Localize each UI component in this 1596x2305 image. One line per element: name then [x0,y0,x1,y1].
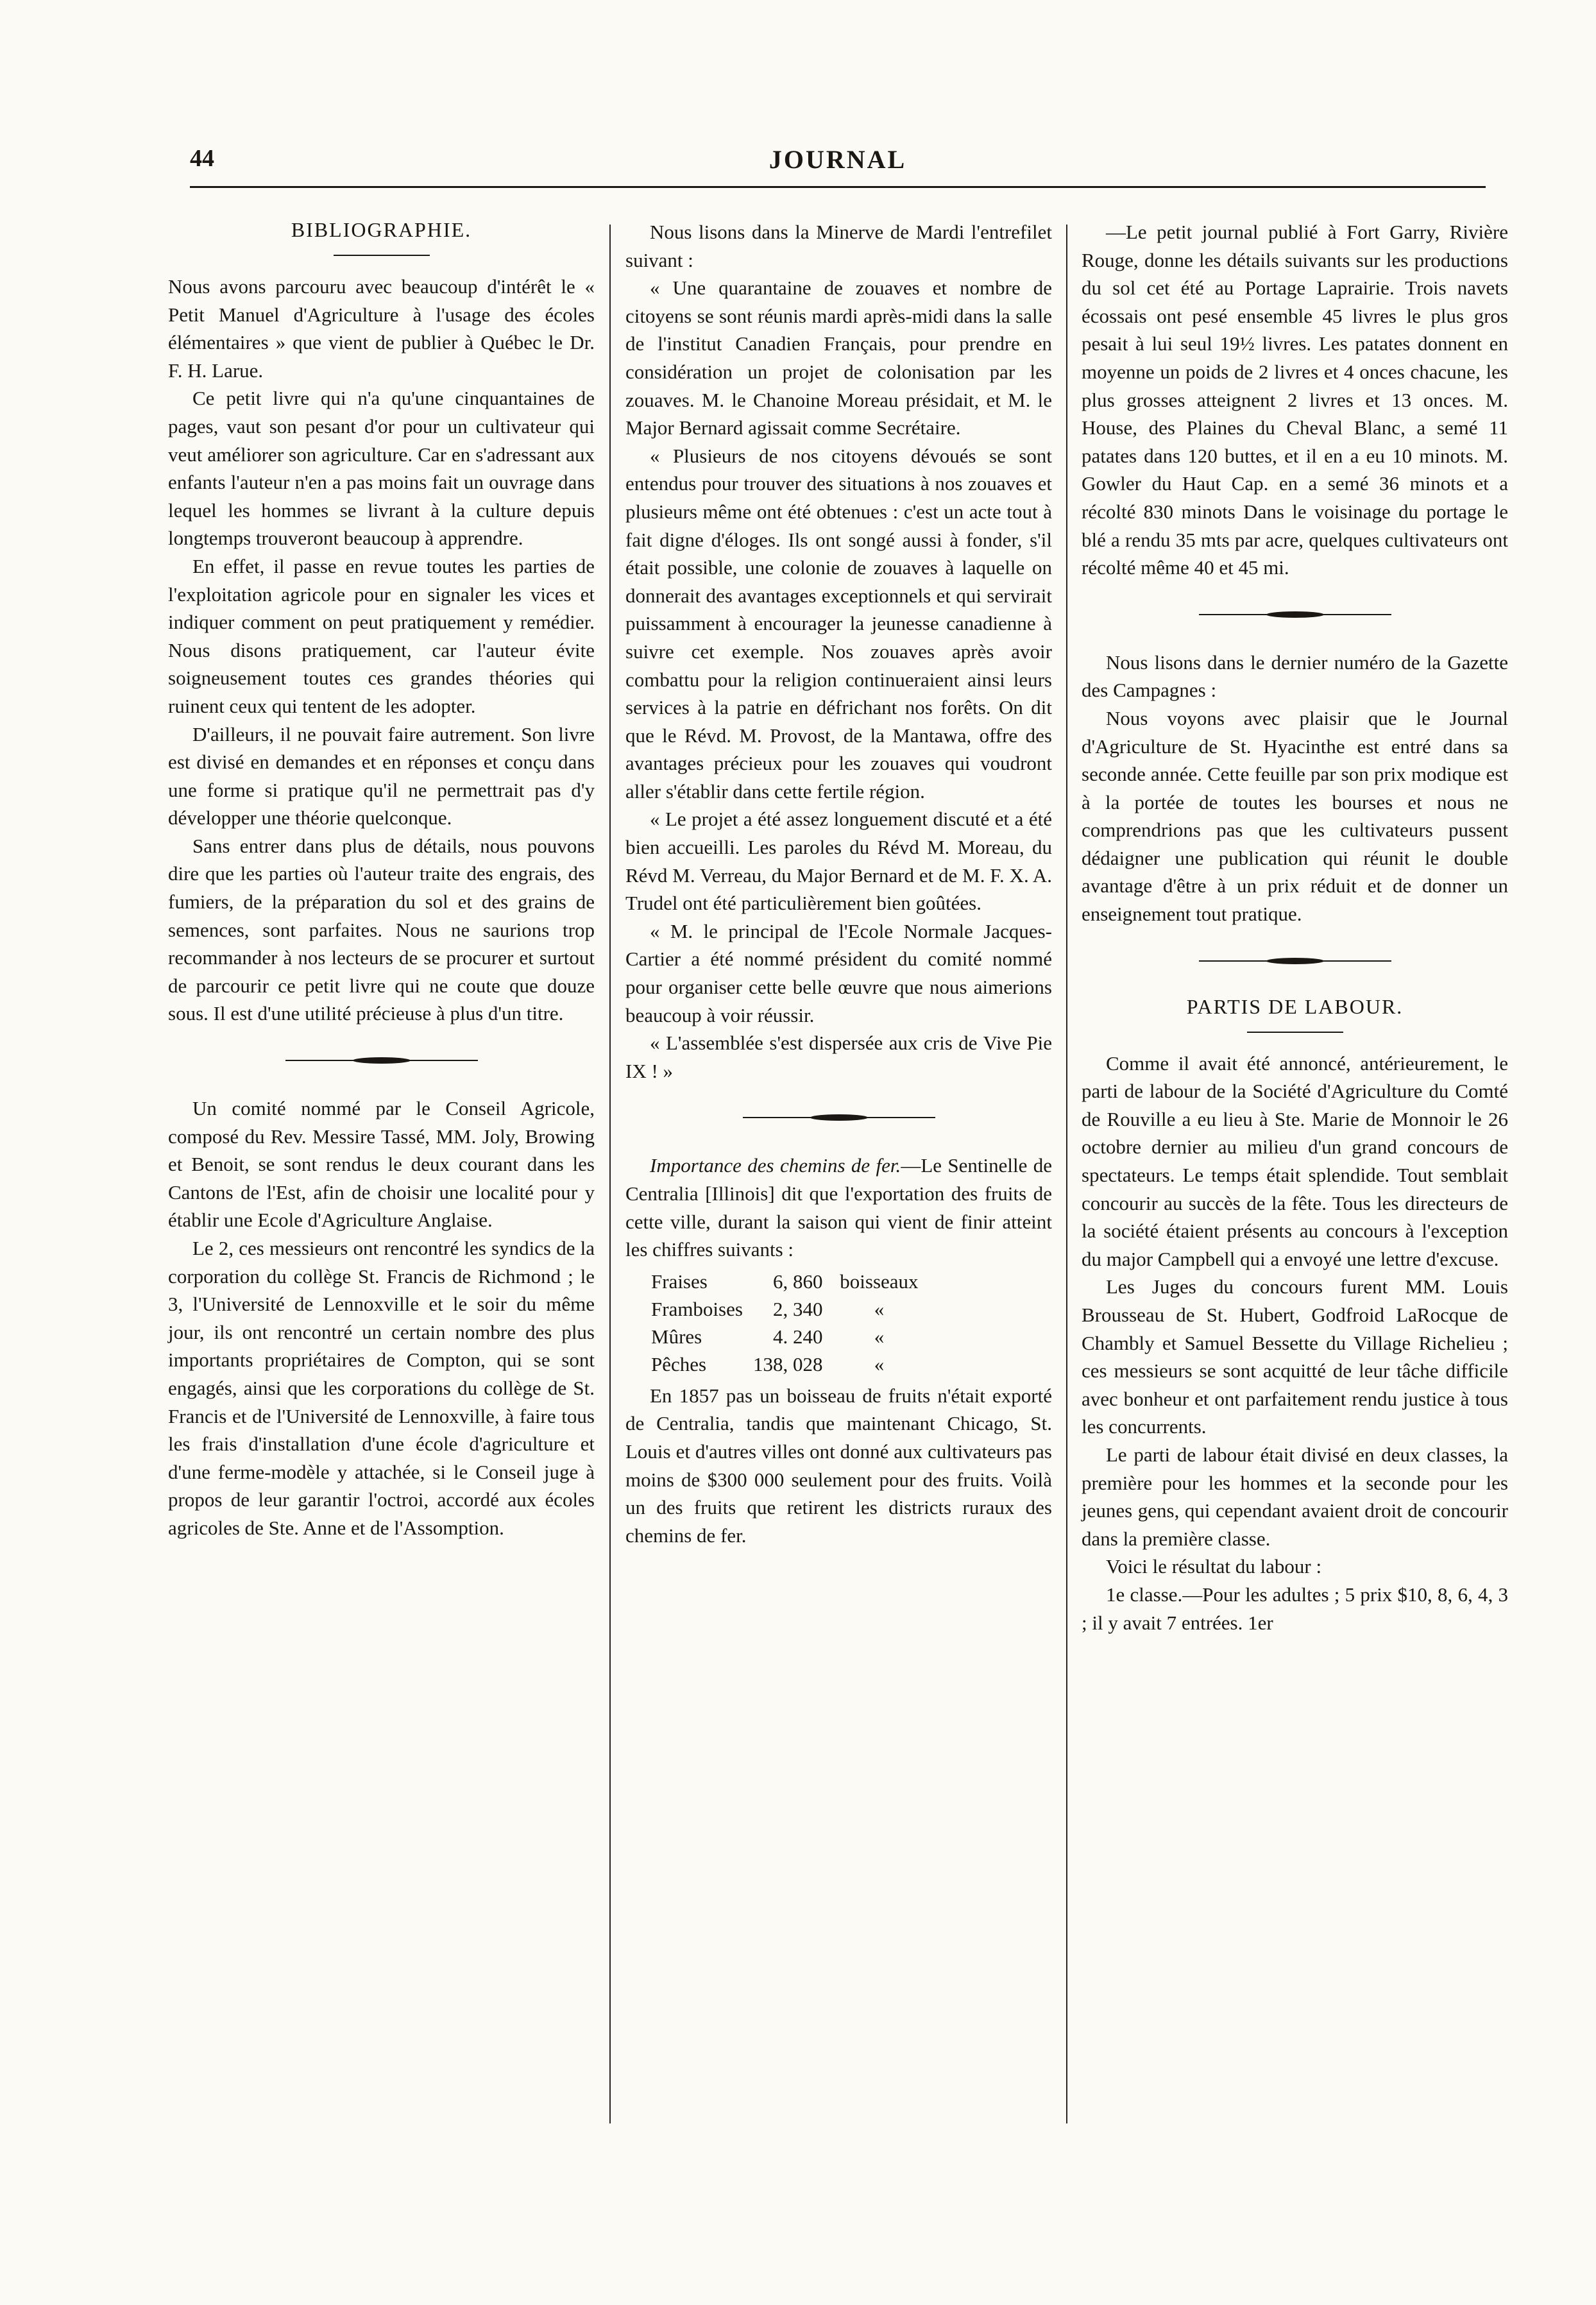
paragraph: Nous voyons avec plaisir que le Journal d'Agriculture de St. Hyacinthe est entré dans sa seconde année. Cette feuille par son prix modique est à la portée de toutes les bourses et nous ne comprendrions pas que les cultivateurs pussent dédaigner une publication qui réunit le double avantage d'être à un prix réduit et de donner un enseignement tout pratique. [1082,706,1508,926]
paragraph: Un comité nommé par le Conseil Agricole, composé du Rev. Messire Tassé, MM. Joly, Browing et Benoit, se sont rendus le deux courant dans les Cantons de l'Est, afin de choisir une localité pour y établir une Ecole d'Agriculture Anglaise. [168,1097,595,1232]
paragraph: Le parti de labour était divisé en deux classes, la première pour les hommes et la seconde pour les jeunes gens, qui cependant avaient droit de concourir dans la première classe. [1082,1443,1508,1550]
fruit-table [651,1268,934,1378]
paragraph: Le 2, ces messieurs ont rencontré les syndics de la corporation du collège St. Francis de Richmond ; le 3, l'Université de Lennoxville et le soir du même jour, ils ont rencontré un certain nombre des plus importants propriétaires de Compton, qui se sont engagés, ainsi que les corporations du collège de St. Francis et de l'Université de Lennoxville, à faire tous les frais d'installation d'une école d'agriculture et d'une ferme-modèle y attachée, si le Conseil juge à propos de leur garantir l'octroi, accordé aux écoles agricoles de Ste. Anne et de l'Assomption. [168,1237,595,1539]
paragraph: Voici le résultat du labour : [1106,1555,1322,1578]
page-number: 44 [190,145,214,172]
paragraph: Nous lisons dans la Minerve de Mardi l'entrefilet suivant : [625,221,1052,271]
column-3 [1082,218,1508,1637]
section-separator [1199,614,1391,615]
table-row [651,1295,934,1323]
fruit-unit: « [874,1297,885,1320]
paragraph: Nous lisons dans le dernier numéro de la Gazette des Campagnes : [1082,651,1508,702]
column-divider [1066,225,1067,2123]
heading-rule [334,255,430,256]
quote-paragraph: « M. le principal de l'Ecole Normale Jacques-Cartier a été nommé président du comité nommé pour organiser cette belle œuvre que nous aimerions beaucoup à voir réussir. [625,919,1052,1026]
paragraph: —Le petit journal publié à Fort Garry, Rivière Rouge, donne les détails suivants sur les productions du sol cet été au Portage Laprairie. Trois navets écossais ont pesé ensemble 45 livres le plus gros pesait à lui seul 19½ livres. Les patates donnent en moyenne un poids de 2 livres et 4 onces chacune, les plus grosses atteignent 2 livres et 13 onces. M. House, des Plaines du Cheval Blanc, a semé 11 patates dans 120 buttes, et il en a eu 10 minots. M. Gowler du Haut Cap. en a semé 36 minots et a récolté 830 minots Dans le voisinage du portage le blé a rendu 35 mts par acre, quelques cultivateurs ont récolté même 40 et 45 mi. [1082,221,1508,579]
fruit-qty: 6, 860 [772,1270,823,1293]
article-lead: Importance des chemins de fer. [650,1154,901,1177]
fruit-qty: 4. 240 [772,1325,823,1348]
paragraph: D'ailleurs, il ne pouvait faire autrement. Son livre est divisé en demandes et en réponses et conçu dans une forme si pratique qu'il ne permettrait pas d'y développer une théorie quelconque. [168,722,595,829]
page-header [190,144,1486,193]
paragraph [625,1152,1052,1263]
paragraph: Nous avons parcouru avec beaucoup d'intérêt le « Petit Manuel d'Agriculture à l'usage des écoles élémentaires » que vient de publier à Québec le Dr. F. H. Larue. [168,275,595,382]
paragraph: En effet, il passe en revue toutes les parties de l'exploitation agricole pour en signaler les vices et indiquer comment on peut pratiquement y remédier. Nous disons pratiquement, car l'auteur évite soigneusement toutes ces grandes théories qui ruinent ceux qui tentent de les adopter. [168,554,595,717]
fruit-qty: 138, 028 [752,1352,823,1375]
quote-paragraph: « Une quarantaine de zouaves et nombre de citoyens se sont réunis mardi après-midi dans la salle de l'institut Canadien Français, pour prendre en considération un projet de colonisation par les zouaves. M. le Chanoine Moreau présidait, et M. le Major Bernard agissait comme Secrétaire. [625,276,1052,439]
table-row [651,1350,934,1378]
running-title: JOURNAL [768,145,907,174]
fruit-name: Fraises [651,1270,708,1293]
fruit-unit: boisseaux [840,1270,919,1293]
paragraph: En 1857 pas un boisseau de fruits n'était exporté de Centralia, tandis que maintenant Chicago, St. Louis et d'autres villes ont donné aux cultivateurs pas moins de $300 000 seulement pour des fruits. Voilà un des fruits que retirent les districts ruraux des chemins de fer. [625,1384,1052,1547]
quote-paragraph: « L'assemblée s'est dispersée aux cris de Vive Pie IX ! » [625,1032,1052,1082]
fruit-name: Mûres [651,1325,702,1348]
column-1 [168,218,595,1542]
header-rule [190,186,1486,188]
partis-de-labour-heading: PARTIS DE LABOUR. [1186,994,1404,1018]
column-divider [609,225,611,2123]
fruit-unit: « [874,1352,885,1375]
paragraph: Comme il avait été annoncé, antérieurement, le parti de labour de la Société d'Agriculture du Comté de Rouville a eu lieu à Ste. Marie de Monnoir le 26 octobre dernier au milieu d'un grand concours de spectateurs. Le temps était splendide. Tout semblait concourir au succès de la fête. Tous les directeurs de la société étaient présents au concours à l'exception du major Campbell qui a envoyé une lettre d'excuse. [1082,1051,1508,1270]
heading-rule [1247,1032,1343,1033]
article-text: —Le Sentinelle de Centralia [Illinois] dit que l'exportation des fruits de cette ville, durant la saison qui vient de finir atteint les chiffres suivants : [625,1154,1052,1261]
fruit-name: Framboises [651,1297,743,1320]
paragraph: 1e classe.—Pour les adultes ; 5 prix $10, 8, 6, 4, 3 ; il y avait 7 entrées. 1er [1082,1583,1508,1634]
column-2 [625,218,1052,1549]
section-separator [743,1117,935,1118]
table-row [651,1323,934,1350]
section-separator [285,1060,478,1061]
fruit-unit: « [874,1325,885,1348]
table-row [651,1268,934,1295]
quote-paragraph: « Le projet a été assez longuement discuté et a été bien accueilli. Les paroles du Révd M. Moreau, du Révd M. Verreau, du Major Bernard et de M. F. X. A. Trudel ont été particulièrement bien goûtées. [625,808,1052,915]
fruit-name: Pêches [651,1352,707,1375]
fruit-qty: 2, 340 [772,1297,823,1320]
paragraph: Sans entrer dans plus de détails, nous pouvons dire que les parties où l'auteur traite des engrais, des fumiers, de la préparation du sol et des grains de semences, sont parfaites. Nous ne saurions trop recommander à nos lecteurs de se procurer et surtout de parcourir ce petit livre qui ne coute que douze sous. Il est d'une utilité précieuse à plus d'un titre. [168,834,595,1025]
quote-paragraph: « Plusieurs de nos citoyens dévoués se sont entendus pour trouver des situations à nos zouaves et plusieurs même ont été obtenues : c'est un acte tout à fait digne d'éloges. Ils ont songé aussi à fonder, s'il était possible, une colonie de zouaves à laquelle on donnerait des avantages exceptionnels et qui servirait puissamment à encourager la jeunesse canadienne à suivre cet exemple. Nos zouaves après avoir combattu pour la religion continueraient ainsi leurs services à la patrie en défrichant nos forêts. On dit que le Révd. M. Provost, de la Mantawa, offre des avantages précieux pour les zouaves qui voudront aller s'établir dans cette fertile région. [625,444,1052,803]
paragraph: Ce petit livre qui n'a qu'une cinquantaines de pages, vaut son pesant d'or pour un cultivateur qui veut améliorer son agriculture. Car en s'adressant aux enfants l'auteur n'en a pas moins fait un ouvrage dans lequel les hommes se livrant à la culture depuis longtemps trouveront beaucoup à apprendre. [168,387,595,550]
section-separator [1199,960,1391,962]
bibliographie-heading: BIBLIOGRAPHIE. [291,218,472,241]
paragraph: Les Juges du concours furent MM. Louis Brousseau de St. Hubert, Godfroid LaRocque de Chambly et Samuel Bessette du Village Richelieu ; ces messieurs se sont acquitté de leur tâche difficile avec bonheur et ont parfaitement rendu justice à tous les concurrents. [1082,1275,1508,1438]
